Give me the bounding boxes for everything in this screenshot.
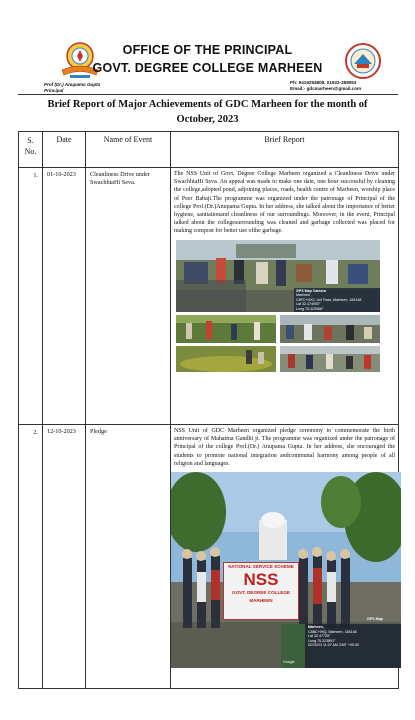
row2-gps-overlay: [308, 625, 359, 648]
achievements-table: [18, 131, 399, 689]
row2-gps-brand: GPS Map: [367, 617, 383, 622]
gps-brand: GPS Map Camera: [296, 288, 326, 293]
university-seal-icon: [344, 42, 382, 80]
gps-line3: Lat 32.47735°: [308, 634, 331, 639]
row1-report-cell: [171, 168, 399, 425]
row1-date: 01-10-2023: [43, 168, 86, 425]
row1-event: Cleanliness Drive under SwachhtaHi Seva.: [86, 168, 171, 425]
gps-line5: 02/10/23 11:07 AM GMT +05:30: [308, 643, 359, 648]
cleanliness-photo-mid-right: [280, 315, 380, 343]
gps-line3: Lat 32.474900°: [296, 302, 321, 307]
header-event: Name of Event: [86, 132, 171, 168]
banner-line2: NSS: [243, 570, 279, 590]
header-date: Date: [43, 132, 86, 168]
row2-sno: 2.: [19, 425, 43, 689]
gps-line2: C8FC+HX2, Unl Town, Marheen, 184148: [296, 297, 362, 302]
office-title: OFFICE OF THE PRINCIPAL: [122, 43, 293, 57]
row2-event: Pledge: [86, 425, 171, 689]
report-title-line2: October, 2023: [176, 114, 239, 125]
principal-title: Principal: [44, 88, 64, 93]
table-header-row: [19, 132, 399, 168]
row2-report-cell: [171, 425, 399, 689]
row1-photo-collage: [174, 240, 395, 372]
principal-signature-block: [44, 82, 100, 94]
row2-date: 12-10-2023: [43, 425, 86, 689]
row2-photo: [174, 472, 395, 668]
phone-number: Ph: 9419254808, 01922-258053: [290, 80, 357, 85]
banner-line1: NATIONAL SERVICE SCHEME: [228, 564, 294, 570]
row1-gps-overlay: [296, 289, 361, 312]
contact-block: [290, 80, 361, 92]
report-title: [0, 97, 415, 127]
table-row: [19, 425, 399, 689]
email-address: Email:- gdcmarheen@gmail.com: [290, 86, 362, 91]
nss-banner: [223, 562, 299, 620]
header-divider: [18, 94, 398, 95]
gps-line1: Marheen,: [308, 625, 324, 630]
gps-line2: C8BC+99Q, Marheen, 184148: [308, 629, 357, 634]
principal-name: Prof (Dr.) Anupama Gupta: [44, 82, 101, 87]
banner-line3: GOVT. DEGREE COLLEGE MARHEEN: [232, 590, 290, 604]
row2-report-text: NSS Unit of GDC Marheen organized pledge ceremony to commemorate the birth anniversary of Mahatma Gandhi ji. The programme was organized under the patronage of Principal of the college Prof.(Dr.) Anupama Gupta. In her address, she encouraged the students to promote national integration andcommunal harmony among people of all religion and languages.: [174, 428, 395, 467]
cleanliness-photo-top: [176, 240, 380, 312]
cleanliness-photo-mid-left: [176, 315, 276, 343]
google-maps-label: Google: [283, 660, 295, 665]
row1-sno: 1.: [19, 168, 43, 425]
cleanliness-photo-bottom-left: [176, 346, 276, 372]
cleanliness-photo-bottom-right: [280, 346, 380, 372]
table-row: [19, 168, 399, 425]
college-title: GOVT. DEGREE COLLEGE MARHEEN: [92, 61, 323, 75]
row1-report-text: The NSS Unit of Govt. Degree College Marheen organized a Cleanliness Drive under SwachhtaHi Seva. An appeal was made to make one date, one hour successful by cleaning the college,adopted pond, adjoining places, roads, health centre of Marheen, worship place of Peer Babaji.The programme was organized under the patronage of Principal of the college Prof.(Dr.)Anupama Gupta. In her address, she talked about the importance of better hygiene, sanitationand cleanliness of our surroundings. Moreover, in the event, Principal talked about the collegesurrounding was cleaned and garbage collected was placed for making compost for better use ofthe garbage.: [174, 171, 395, 235]
report-title-line1: Brief Report of Major Achievements of GDC Marheen for the month of: [47, 99, 368, 110]
gps-line4: Long 75.323891°: [308, 638, 336, 643]
gps-line1: Marheen,: [296, 293, 312, 298]
pledge-group-photo: [171, 472, 401, 668]
gps-line4: Long 75.323966°: [296, 307, 324, 311]
header-report: Brief Report: [171, 132, 399, 168]
header-sno: S. No.: [19, 132, 43, 168]
letterhead: [0, 0, 415, 96]
